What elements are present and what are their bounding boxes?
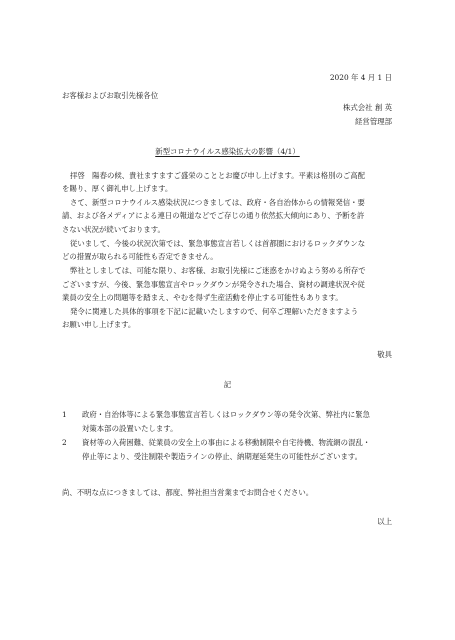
end-ijou: 以上	[377, 517, 392, 526]
item-number: 2	[62, 438, 67, 447]
company-name: 株式会社 創 英	[342, 103, 392, 112]
inquiry-note: 尚、不明な点につきましては、都度、弊社担当営業までお問合せください。	[62, 488, 314, 497]
item-text-line: 資材等の入荷困難、従業員の安全上の事由による移動制限や自宅待機、物流網の混乱・	[82, 438, 371, 447]
item-text-line: 政府・自治体等による緊急事態宣言若しくはロックダウン等の発令次第、弊社内に緊急	[82, 410, 370, 419]
body-line: 請、および各メディアによる連日の報道などでご存じの通り依然拡大傾向にあり、予断を許	[62, 211, 365, 220]
body-line: 拝啓 陽春の候、貴社ますますご盛栄のこととお慶び申し上げます。平素は格別のご高配	[70, 171, 366, 180]
body-line: 業員の安全上の問題等を踏まえ、やむを得ず生産活動を停止する可能性もあります。	[62, 293, 343, 302]
item-text-line: 停止等により、受注制限や製造ラインの停止、納期遅延発生の可能性がございます。	[82, 452, 363, 461]
body-line: さない状況が続いております。	[62, 225, 165, 234]
body-line: ございますが、今後、緊急事態宣言やロックダウンが発令された場合、資材の調達状況や従	[62, 280, 365, 289]
body-line: 従いまして、今後の状況次第では、緊急事態宣言若しくは首都圏におけるロックダウンな	[70, 239, 366, 248]
item-number: 1	[62, 410, 67, 419]
ki-heading: 記	[223, 380, 232, 389]
recipient-line: お客様およびお取引先様各位	[62, 91, 159, 100]
body-line: 弊社としましては、可能な限り、お客様、お取引先様にご迷惑をかけぬよう努める所存で	[70, 266, 366, 275]
body-line: どの措置が取られる可能性も否定できません。	[62, 252, 218, 261]
body-line: を賜り、厚く御礼申し上げます。	[62, 184, 173, 193]
document-title: 新型コロナウイルス感染拡大の影響（4/1）	[155, 147, 300, 156]
body-line: 発令に関連した具体的事項を下記に記載いたしますので、何卒ご理解いただきますよう	[70, 307, 359, 316]
body-line: お願い申し上げます。	[62, 320, 136, 329]
closing-keigu: 敬具	[377, 350, 392, 359]
item-text-line: 対策本部の設置いたします。	[82, 424, 178, 433]
document-date: 2020 年 4 月 1 日	[329, 73, 392, 82]
department-name: 経営管理部	[355, 117, 392, 126]
body-line: さて、新型コロナウイルス感染状況につきましては、政府・各自治体からの情報発信・要	[70, 198, 365, 207]
